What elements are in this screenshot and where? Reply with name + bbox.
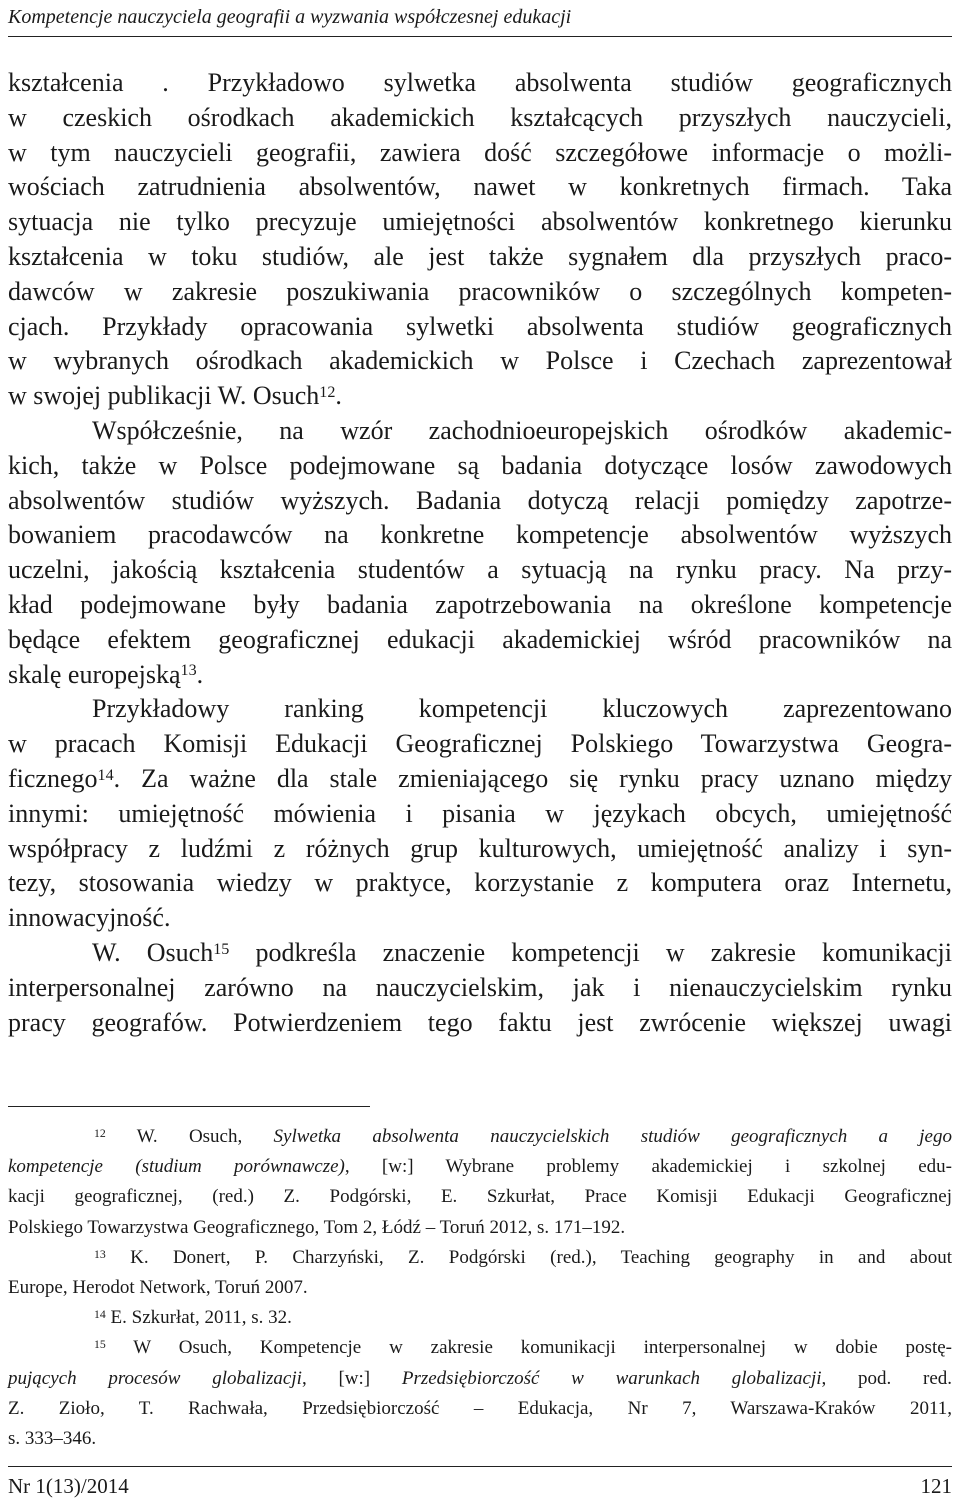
text-line: dawców w zakresie poszukiwania pracowników o szczególnych kompeten- bbox=[8, 276, 952, 306]
text-line: sytuacja nie tylko precyzuje umiejętności absolwentów konkretnego kierunku bbox=[8, 207, 952, 237]
text-line bbox=[8, 936, 952, 971]
text-line: Przykładowy ranking kompetencji kluczowych zaprezentowano bbox=[92, 694, 952, 724]
text-segment: , [w:] Wybrane problemy akademickiej i szkolnej edu- bbox=[344, 1156, 952, 1178]
text-segment: kompetencje (studium porównawcze) bbox=[8, 1156, 345, 1178]
text-line: Polskiego Towarzystwa Geograficznego, Tom 2, Łódź – Toruń 2012, s. 171–192. bbox=[8, 1216, 626, 1238]
text-line bbox=[8, 1333, 952, 1363]
text-segment: Przedsiębiorczość w warunkach globalizacji bbox=[401, 1367, 822, 1389]
text-segment: , pod. red. bbox=[821, 1367, 953, 1389]
text-line: kład podejmowane były badania zapotrzebowania na określone kompetencje bbox=[8, 589, 952, 619]
text-segment: skalę europejską bbox=[8, 659, 181, 689]
text-line bbox=[8, 762, 952, 797]
footnote-ref-15[interactable]: 15 bbox=[213, 940, 230, 958]
main-text bbox=[8, 66, 952, 1040]
text-line: pracy geografów. Potwierdzeniem tego faktu jest zwrócenie większej uwagi bbox=[8, 1007, 952, 1037]
text-line: kształcenia . Przykładowo sylwetka absolwenta studiów geograficznych bbox=[8, 68, 952, 97]
paragraph-2 bbox=[8, 414, 952, 692]
text-segment: w swojej publikacji W. Osuch bbox=[8, 381, 320, 411]
text-line: absolwentów studiów wyższych. Badania dotyczą relacji pomiędzy zapotrze- bbox=[8, 485, 952, 515]
text-line: w wybranych ośrodkach akademickich w Polsce i Czechach zaprezentował bbox=[8, 346, 952, 376]
footnote-number: 15 bbox=[94, 1338, 106, 1352]
footnote-13 bbox=[8, 1243, 952, 1303]
issue-number: Nr 1(13)/2014 bbox=[8, 1474, 129, 1498]
text-line bbox=[8, 658, 952, 693]
text-line: innowacyjność. bbox=[8, 903, 171, 933]
page-number: 121 bbox=[920, 1474, 952, 1498]
text-segment: Sylwetka absolwenta nauczycielskich studiów geograficznych a jego bbox=[273, 1126, 952, 1147]
text-line bbox=[8, 1152, 952, 1182]
text-line: kształcenia w toku studiów, ale jest także sygnałem dla przyszłych praco- bbox=[8, 241, 952, 271]
page-footer bbox=[8, 1466, 952, 1507]
text-line: w tym nauczycieli geografii, zawiera dość szczegółowe informacje o możli- bbox=[8, 137, 952, 167]
text-line: innymi: umiejętność mówienia i pisania w językach obcych, umiejętność bbox=[8, 798, 952, 828]
text-line: w pracach Komisji Edukacji Geograficznej Polskiego Towarzystwa Geogra- bbox=[8, 729, 952, 759]
footnote-number: 12 bbox=[94, 1126, 106, 1140]
running-title: Kompetencje nauczyciela geografii a wyzwania współczesnej edukacji bbox=[8, 6, 572, 28]
text-line: Europe, Herodot Network, Toruń 2007. bbox=[8, 1277, 308, 1299]
text-line: uczelni, jakością kształcenia studentów a sytuacją na rynku pracy. Na przy- bbox=[8, 555, 952, 585]
text-line: cjach. Przykłady opracowania sylwetki absolwenta studiów geograficznych bbox=[8, 311, 952, 341]
footnote-number: 13 bbox=[94, 1247, 106, 1261]
footnote-12 bbox=[8, 1122, 952, 1243]
text-line: Z. Zioło, T. Rachwała, Przedsiębiorczość – Edukacja, Nr 7, Warszawa-Kraków 2011, bbox=[8, 1397, 952, 1419]
text-segment: E. Szkurłat, 2011, s. 32. bbox=[110, 1307, 292, 1329]
text-line bbox=[8, 1303, 952, 1333]
paragraph-3 bbox=[8, 692, 952, 936]
text-segment: podkreśla znaczenie kompetencji w zakresie komunikacji bbox=[229, 937, 952, 967]
text-segment: . bbox=[335, 381, 342, 411]
text-segment: , [w:] bbox=[301, 1367, 402, 1389]
text-line bbox=[8, 1364, 952, 1394]
footnote-number: 14 bbox=[94, 1307, 106, 1321]
footnotes bbox=[8, 1122, 952, 1454]
footnote-ref-13[interactable]: 13 bbox=[180, 662, 197, 680]
text-segment: ficznego bbox=[8, 763, 98, 793]
text-segment: W. Osuch, bbox=[136, 1126, 274, 1147]
paragraph-4 bbox=[8, 936, 952, 1040]
text-line: s. 333–346. bbox=[8, 1428, 97, 1450]
text-line: kacji geograficznej, (red.) Z. Podgórski, E. Szkurłat, Prace Komisji Edukacji Geograficznej bbox=[8, 1186, 952, 1208]
text-segment: W. Osuch bbox=[92, 937, 214, 967]
text-line: Współcześnie, na wzór zachodnioeuropejskich ośrodków akademic- bbox=[92, 415, 952, 445]
paragraph-1 bbox=[8, 66, 952, 414]
text-line: kich, także w Polsce podejmowane są badania dotyczące losów zawodowych bbox=[8, 450, 952, 480]
text-line: będące efektem geograficznej edukacji akademickiej wśród pracowników na bbox=[8, 624, 952, 654]
footnote-ref-14[interactable]: 14 bbox=[97, 766, 114, 784]
text-line: wościach zatrudnienia absolwentów, nawet w konkretnych firmach. Taka bbox=[8, 172, 952, 202]
text-line: współpracy z ludźmi z różnych grup kulturowych, umiejętność analizy i syn- bbox=[8, 833, 952, 863]
text-segment: pujących procesów globalizacji bbox=[8, 1367, 302, 1389]
running-header bbox=[8, 0, 952, 37]
text-line: tezy, stosowania wiedzy w praktyce, korzystanie z komputera oraz Internetu, bbox=[8, 868, 952, 898]
text-line: bowaniem pracodawców na konkretne kompetencje absolwentów wyższych bbox=[8, 520, 952, 550]
footnote-15 bbox=[8, 1333, 952, 1454]
text-line: w czeskich ośrodkach akademickich kształcących przyszłych nauczycieli, bbox=[8, 102, 952, 132]
text-segment: W Osuch, Kompetencje w zakresie komunikacji interpersonalnej w dobie postę- bbox=[133, 1337, 952, 1359]
text-line bbox=[8, 1243, 952, 1273]
text-line bbox=[8, 379, 952, 414]
footnote-ref-12[interactable]: 12 bbox=[319, 383, 336, 401]
text-segment: . Za ważne dla stale zmieniającego się rynku pracy uznano między bbox=[113, 763, 952, 793]
text-segment: . bbox=[196, 659, 204, 689]
text-segment: K. Donert, P. Charzyński, Z. Podgórski (red.), Teaching geography in and about bbox=[130, 1246, 952, 1268]
footnote-14 bbox=[8, 1303, 952, 1333]
text-line bbox=[8, 1122, 952, 1152]
text-line: interpersonalnej zarówno na nauczycielskim, jak i nienauczycielskim rynku bbox=[8, 972, 952, 1002]
footnote-separator bbox=[8, 1106, 370, 1107]
